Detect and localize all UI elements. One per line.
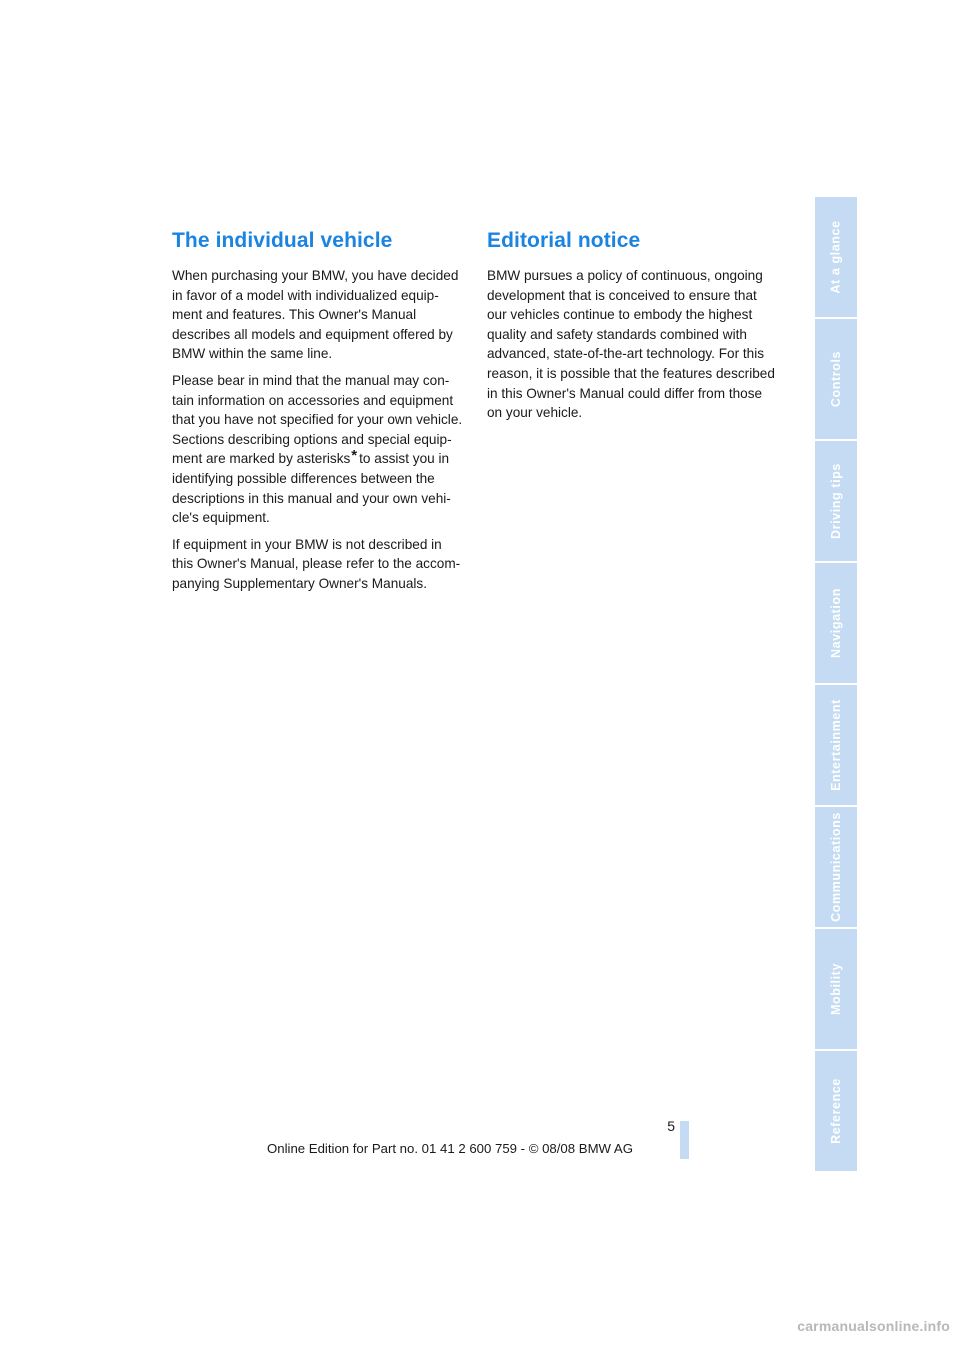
text-line: reason, it is possible that the features described (487, 365, 775, 381)
tab-label: Mobility (829, 962, 843, 1016)
text-line: BMW pursues a policy of continuous, ongoing (487, 268, 763, 283)
tab-driving-tips[interactable] (815, 441, 857, 561)
text-line: this Owner's Manual, please refer to the accom- (172, 556, 461, 572)
text-line: our vehicles continue to embody the highest (487, 307, 753, 323)
tab-reference[interactable] (815, 1051, 857, 1171)
text-line: describes all models and equipment offered by (172, 326, 453, 342)
text-line: development that is conceived to ensure that (487, 287, 757, 303)
watermark: carmanualsonline.info (797, 1318, 950, 1334)
tab-label: Controls (829, 350, 843, 408)
edition-footer: Online Edition for Part no. 01 41 2 600 759 - © 08/08 BMW AG (267, 1141, 633, 1156)
tab-label: Navigation (829, 588, 843, 658)
asterisk-icon: * (351, 447, 358, 465)
text-line: quality and safety standards combined with (487, 326, 747, 342)
text-line: panying Supplementary Owner's Manuals. (172, 575, 427, 591)
section-individual-vehicle (172, 226, 472, 601)
text-line: on your vehicle. (487, 405, 583, 421)
text-line: descriptions in this manual and your own vehi- (172, 490, 451, 506)
tab-label: Communications (829, 812, 843, 922)
tab-mobility[interactable] (815, 929, 857, 1049)
text-line: When purchasing your BMW, you have decided (172, 268, 459, 283)
tab-entertainment[interactable] (815, 685, 857, 805)
text-line: cle's equipment. (172, 510, 270, 526)
tab-label: Reference (829, 1078, 844, 1144)
paragraph-supplementary (172, 535, 472, 594)
section-editorial-notice (487, 226, 782, 430)
text-line: advanced, state-of-the-art technology. For this (487, 346, 765, 362)
text-line: identifying possible differences between the (172, 470, 435, 486)
text-line: that you have not specified for your own vehicle. (172, 412, 463, 428)
tab-communications[interactable] (815, 807, 857, 927)
text-fragment: ment are marked by asterisks (172, 451, 351, 467)
tab-label: Driving tips (829, 463, 843, 539)
chapter-tabs (815, 197, 857, 1173)
tab-label: Entertainment (829, 699, 843, 791)
tab-navigation[interactable] (815, 563, 857, 683)
text-line: in favor of a model with individualized equip- (172, 287, 439, 303)
paragraph-editorial (487, 266, 782, 423)
text-line (172, 449, 472, 469)
paragraph-bear-in-mind (172, 371, 472, 528)
tab-label: At a glance (829, 220, 844, 294)
paragraph-purchasing (172, 266, 472, 364)
section-title-editorial-notice: Editorial notice (487, 229, 641, 252)
text-fragment: to assist you in (359, 451, 450, 467)
page-marker (680, 1121, 689, 1159)
page-number: 5 (667, 1118, 675, 1134)
tab-at-a-glance[interactable] (815, 197, 857, 317)
text-line: If equipment in your BMW is not described in (172, 536, 442, 552)
text-line: BMW within the same line. (172, 346, 333, 362)
section-title-individual-vehicle: The individual vehicle (172, 229, 393, 252)
text-line: in this Owner's Manual could differ from those (487, 385, 763, 401)
text-line: tain information on accessories and equipment (172, 392, 454, 408)
text-line: Sections describing options and special equip- (172, 431, 452, 447)
tab-controls[interactable] (815, 319, 857, 439)
text-line: ment and features. This Owner's Manual (172, 307, 417, 323)
text-line: Please bear in mind that the manual may con- (172, 372, 450, 388)
